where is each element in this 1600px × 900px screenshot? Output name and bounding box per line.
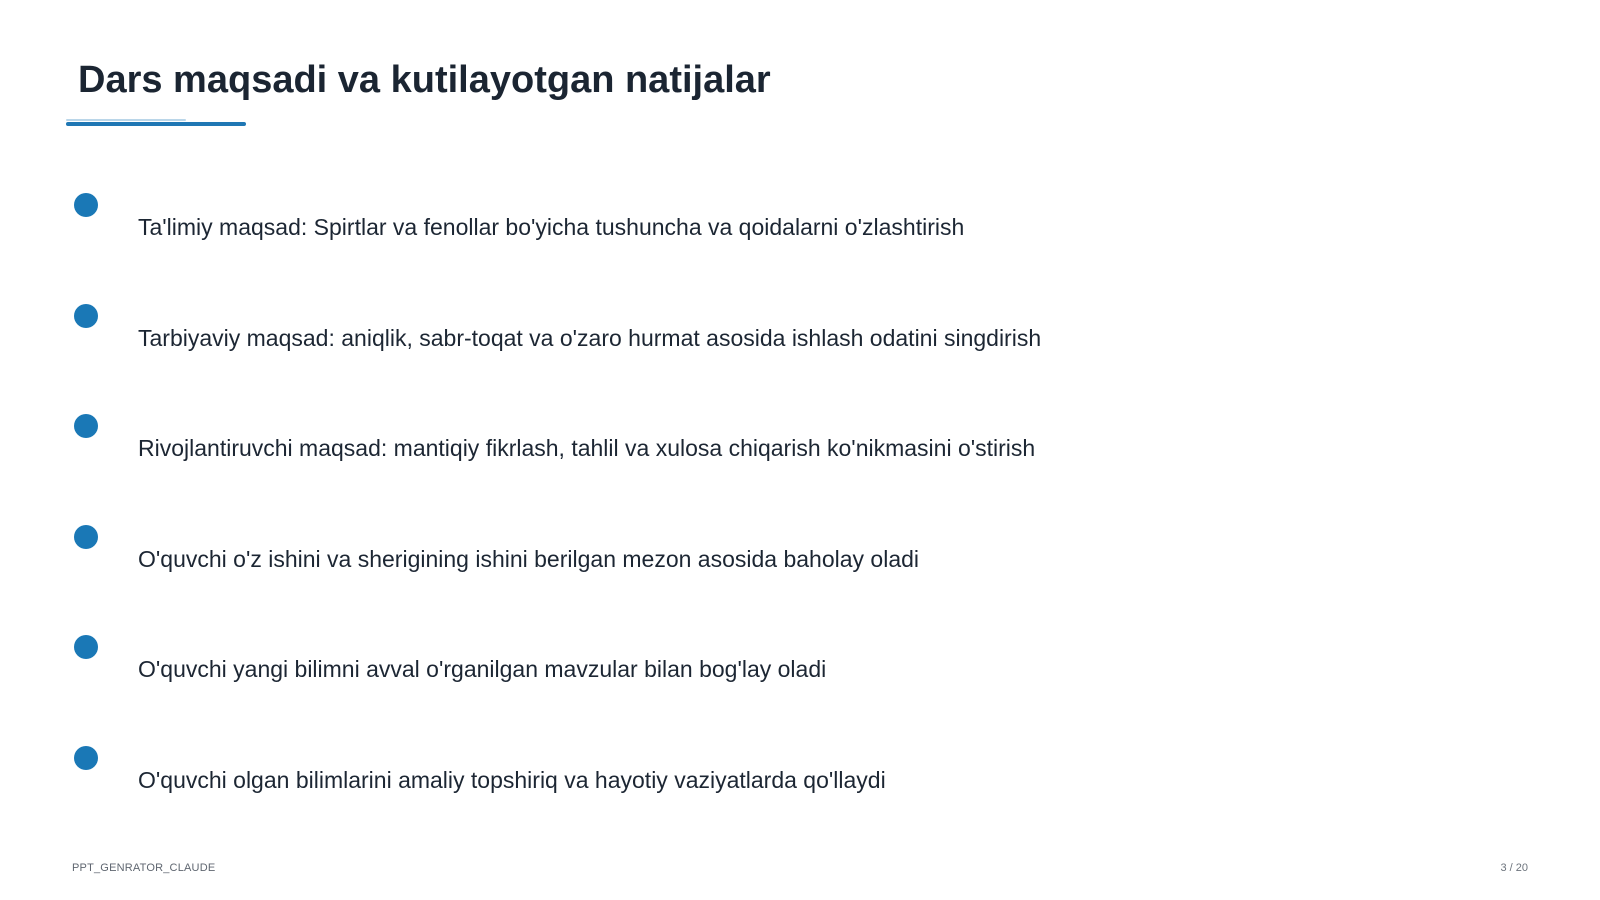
bullet-dot-icon	[74, 193, 98, 217]
bullet-dot-icon	[74, 304, 98, 328]
bullet-text: Ta'limiy maqsad: Spirtlar va fenollar bo'yicha tushuncha va qoidalarni o'zlashtirish	[138, 214, 965, 240]
bullet-dot-icon	[74, 414, 98, 438]
bullet-item	[0, 525, 1600, 605]
bullet-item	[0, 635, 1600, 715]
bullet-item	[0, 746, 1600, 826]
bullet-dot-icon	[74, 635, 98, 659]
bullet-dot-icon	[74, 746, 98, 770]
bullet-text: O'quvchi yangi bilimni avval o'rganilgan mavzular bilan bog'lay oladi	[138, 656, 827, 682]
bullet-item	[0, 193, 1600, 273]
bullet-dot-icon	[74, 525, 98, 549]
bullet-text: O'quvchi o'z ishini va sherigining ishini berilgan mezon asosida baholay oladi	[138, 546, 920, 572]
slide-title: Dars maqsadi va kutilayotgan natijalar	[78, 59, 771, 101]
footer-source-label: PPT_GENRATOR_CLAUDE	[72, 862, 216, 874]
bullet-text: Tarbiyaviy maqsad: aniqlik, sabr-toqat va o'zaro hurmat asosida ishlash odatini singdirish	[138, 325, 1042, 351]
bullet-item	[0, 304, 1600, 384]
bullet-text: O'quvchi olgan bilimlarini amaliy topshiriq va hayotiy vaziyatlarda qo'llaydi	[138, 767, 886, 793]
page-number: 3 / 20	[1500, 862, 1528, 874]
bullet-item	[0, 414, 1600, 494]
bullet-text: Rivojlantiruvchi maqsad: mantiqiy fikrlash, tahlil va xulosa chiqarish ko'nikmasini o'stirish	[138, 435, 1036, 461]
